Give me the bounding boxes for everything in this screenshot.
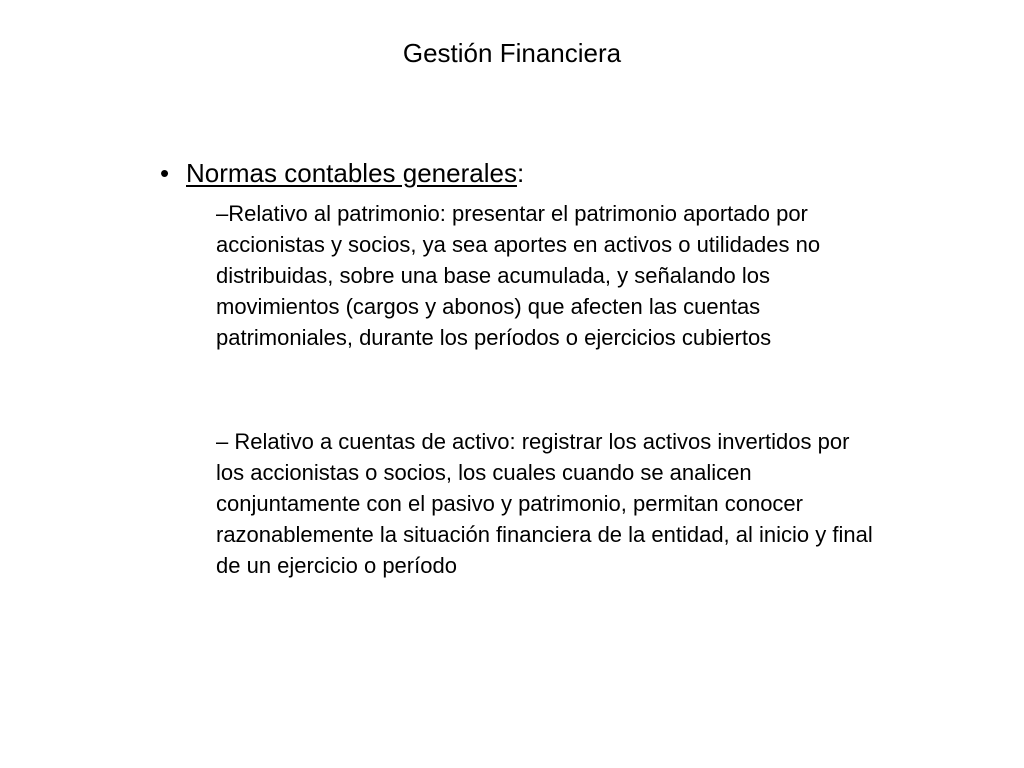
bullet-icon: • bbox=[160, 158, 170, 188]
sub-item-activo: – Relativo a cuentas de activo: registrar los activos invertidos por los accionistas o socios, los cuales cuando se analicen conjuntamente con el pasivo y patrimonio, permitan conocer razonablemente la situación financiera de la entidad, al inicio y final de un ejercicio o período bbox=[216, 429, 873, 578]
sub-item-patrimonio: –Relativo al patrimonio: presentar el patrimonio aportado por accionistas y socios, ya sea aportes en activos o utilidades no distribuidas, sobre una base acumulada, y señalando los movimientos (cargos y abonos) que afecten las cuentas patrimoniales, durante los períodos o ejercicios cubiertos bbox=[216, 201, 821, 350]
bullet-colon: : bbox=[516, 158, 525, 188]
bullet-item bbox=[160, 155, 524, 191]
bullet-heading: Normas contables generales bbox=[186, 158, 517, 188]
slide-title: Gestión Financiera bbox=[402, 38, 622, 68]
